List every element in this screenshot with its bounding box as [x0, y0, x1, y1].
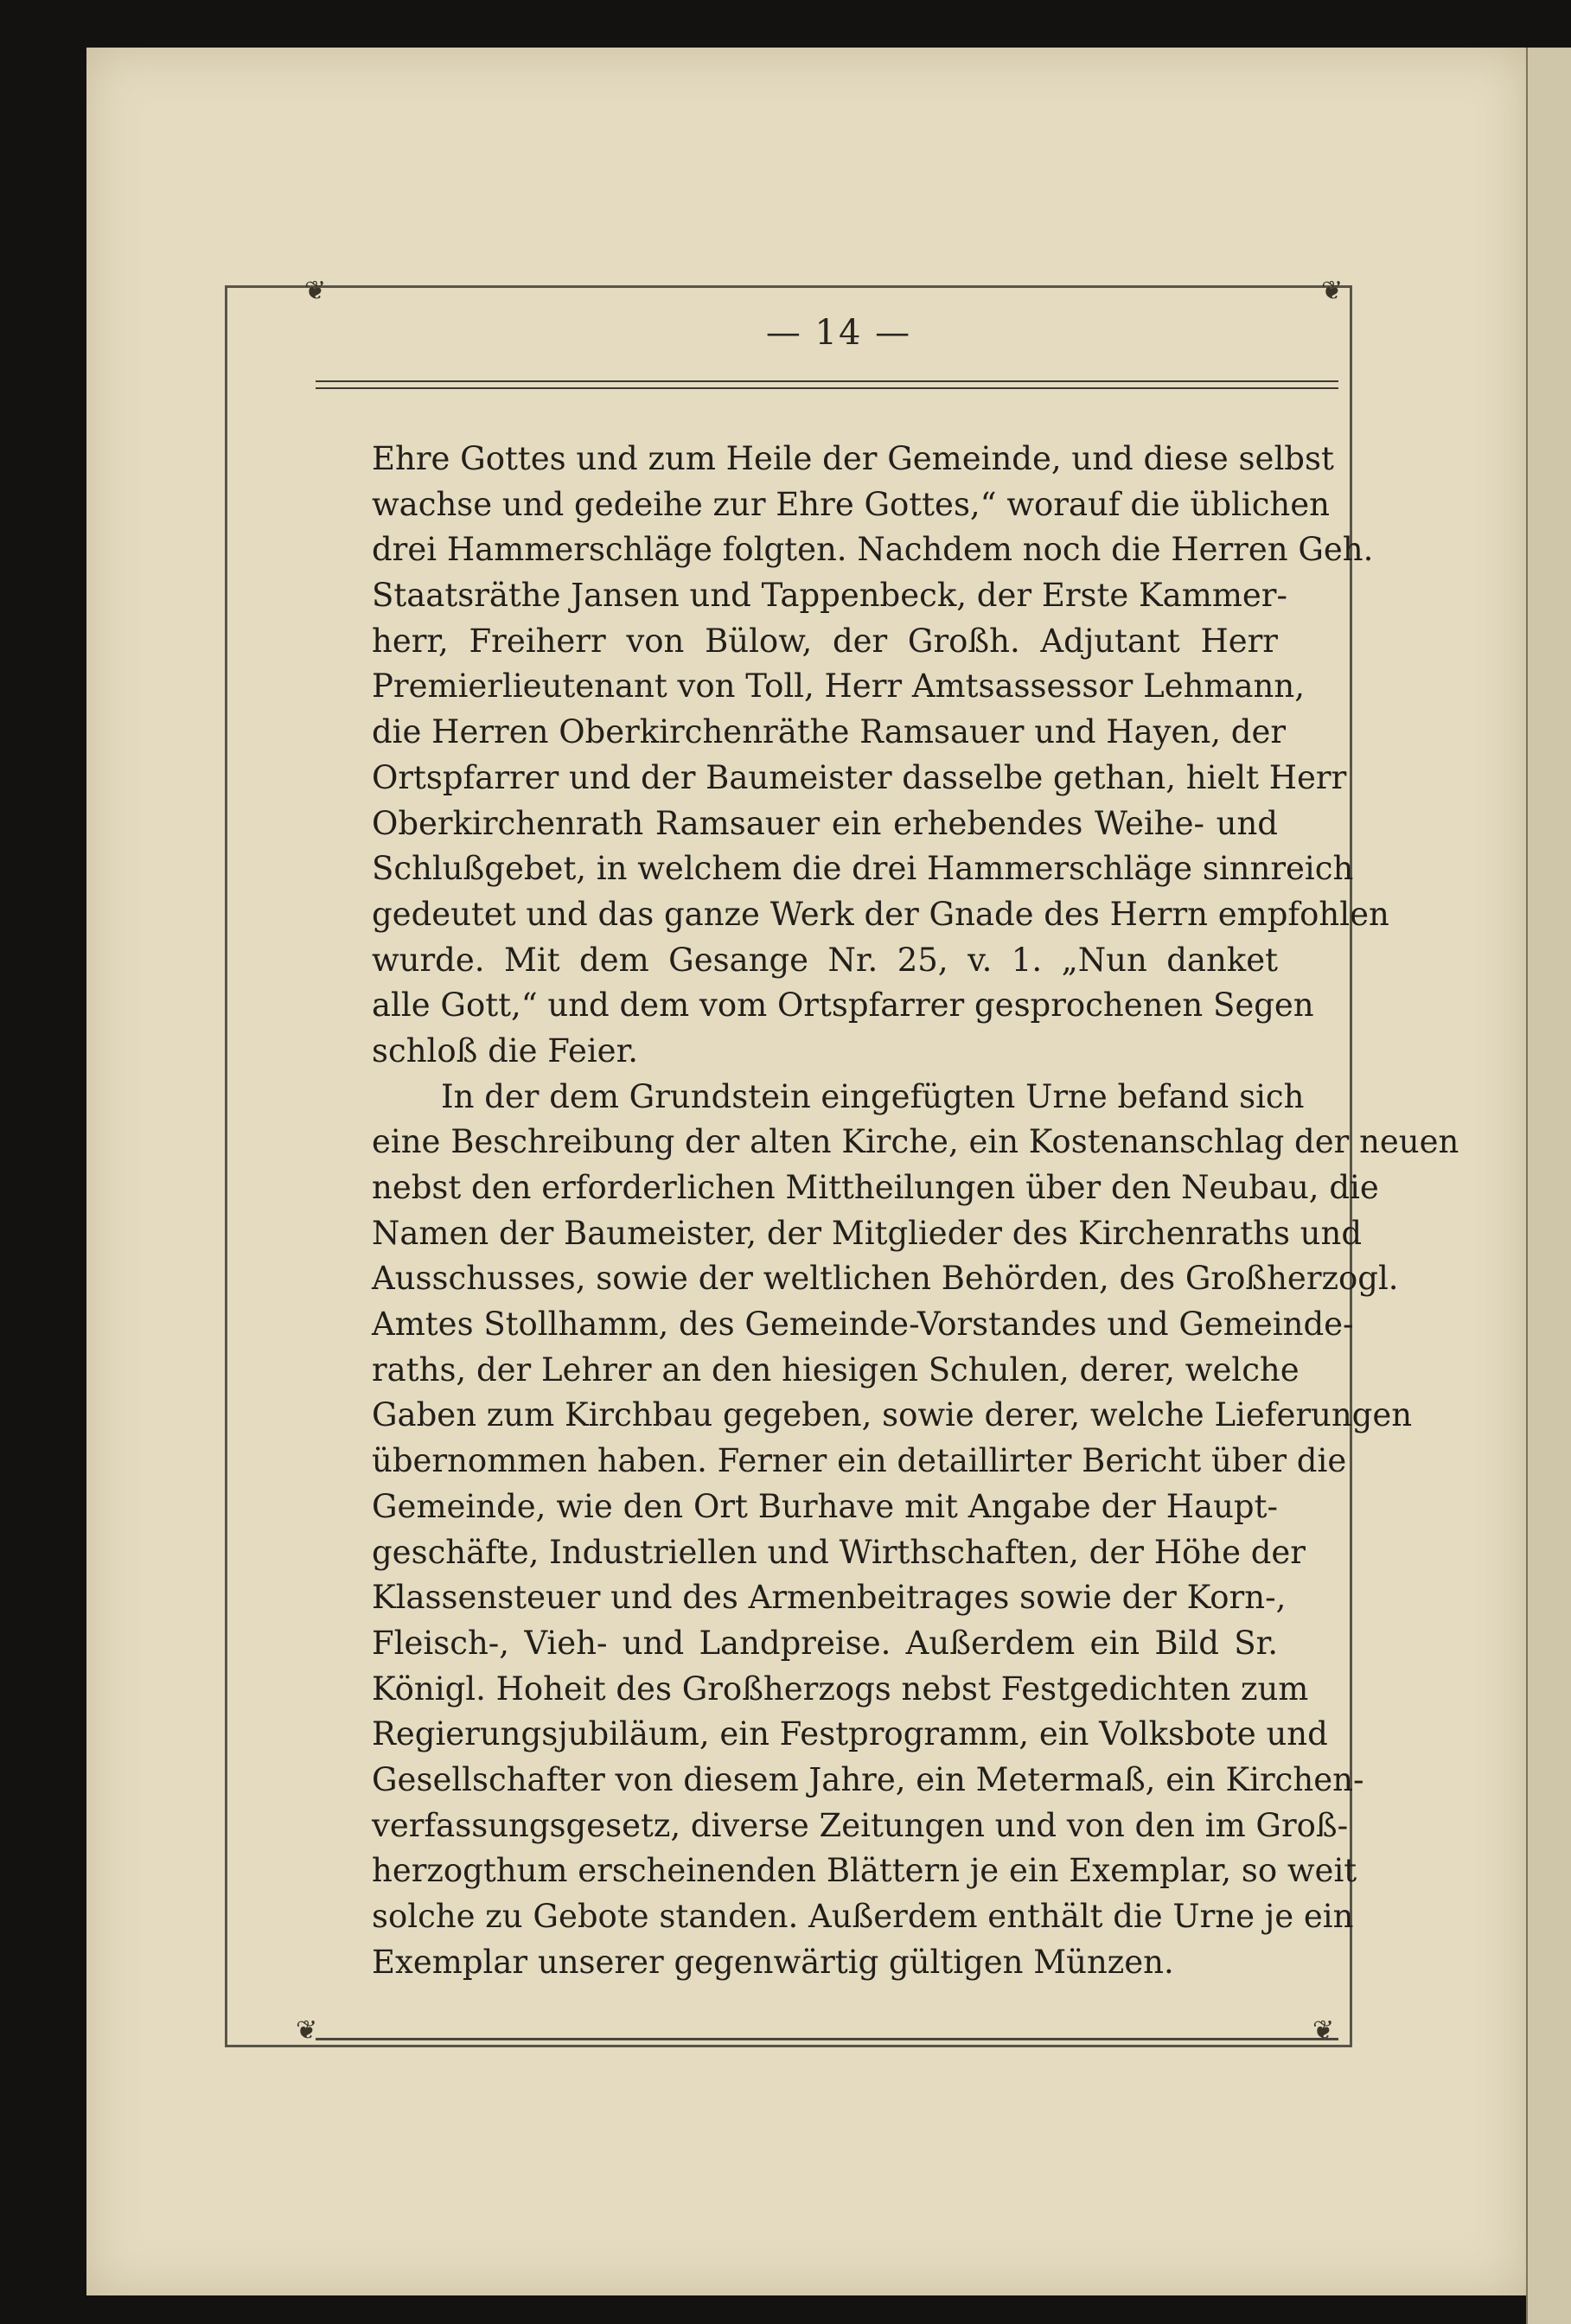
text-line: raths, der Lehrer an den hiesigen Schulen, derer, welche [372, 1350, 1300, 1389]
text-line: Premierlieutenant von Toll, Herr Amtsassessor Lehmann, [372, 667, 1305, 706]
text-line: In der dem Grundstein eingefügten Urne befand sich [441, 1077, 1305, 1115]
text-line: eine Beschreibung der alten Kirche, ein Kostenanschlag der neuen [372, 1123, 1459, 1161]
text-line: Schlußgebet, in welchem die drei Hammerschläge sinnreich [372, 850, 1354, 888]
text-line: übernommen haben. Ferner ein detaillirter Bericht über die [372, 1442, 1347, 1480]
text-line: Ortspfarrer und der Baumeister dasselbe gethan, hielt Herr [372, 758, 1347, 796]
corner-ornament-top-left-icon: ❦ [304, 276, 327, 306]
text-line: Regierungsjubiläum, ein Festprogramm, ein Volksbote und [372, 1715, 1328, 1753]
text-line: herr, Freiherr von Bülow, der Großh. Adjutant Herr [372, 622, 1278, 660]
text-line: nebst den erforderlichen Mittheilungen über den Neubau, die [372, 1169, 1379, 1206]
text-line: Amtes Stollhamm, des Gemeinde-Vorstandes und Gemeinde- [372, 1306, 1354, 1344]
text-line: gedeutet und das ganze Werk der Gnade des Herrn empfohlen [372, 895, 1389, 933]
text-line: Ausschusses, sowie der weltlichen Behörden, des Großherzogl. [372, 1260, 1399, 1298]
corner-ornament-top-right-icon: ❦ [1321, 276, 1344, 306]
text-line: Gemeinde, wie den Ort Burhave mit Angabe der Haupt- [372, 1487, 1278, 1525]
text-line: drei Hammerschläge folgten. Nachdem noch die Herren Geh. [372, 531, 1374, 569]
corner-ornament-bottom-right-icon: ❦ [1312, 2015, 1335, 2046]
text-line: solche zu Gebote standen. Außerdem enthält die Urne je ein [372, 1898, 1354, 1935]
text-line: alle Gott,“ und dem vom Ortspfarrer gesprochenen Segen [372, 986, 1314, 1025]
text-line: Staatsräthe Jansen und Tappenbeck, der Erste Kammer- [372, 577, 1287, 615]
text-line: wurde. Mit dem Gesange Nr. 25, v. 1. „Nun danket [372, 941, 1278, 979]
text-line: Gaben zum Kirchbau gegeben, sowie derer, welche Lieferungen [372, 1396, 1413, 1434]
text-line: Klassensteuer und des Armenbeitrages sowie der Korn-, [372, 1579, 1287, 1617]
body-text [372, 437, 1459, 1985]
text-line: Königl. Hoheit des Großherzogs nebst Festgedichten zum [372, 1670, 1309, 1708]
text-line: die Herren Oberkirchenräthe Ramsauer und Hayen, der [372, 713, 1287, 751]
text-line: Exemplar unserer gegenwärtig gültigen Münzen. [372, 1943, 1174, 1981]
footer-rule [316, 2038, 1338, 2040]
text-line: schloß die Feier. [372, 1031, 638, 1069]
text-line: Namen der Baumeister, der Mitglieder des Kirchenraths und [372, 1214, 1363, 1252]
text-line: Ehre Gottes und zum Heile der Gemeinde, und diese selbst [372, 440, 1334, 477]
facing-page-edge [1526, 48, 1571, 2324]
header-rule [316, 380, 1338, 382]
text-line: Fleisch-, Vieh- und Landpreise. Außerdem ein Bild Sr. [372, 1624, 1278, 1662]
text-line: wachse und gedeihe zur Ehre Gottes,“ worauf die üblichen [372, 485, 1330, 523]
text-line: verfassungsgesetz, diverse Zeitungen und von den im Groß- [372, 1806, 1349, 1844]
text-line: Gesellschafter von diesem Jahre, ein Metermaß, ein Kirchen- [372, 1760, 1364, 1798]
header-rule-double [316, 387, 1338, 389]
text-line: herzogthum erscheinenden Blättern je ein Exemplar, so weit [372, 1852, 1357, 1890]
corner-ornament-bottom-left-icon: ❦ [296, 2015, 318, 2046]
text-line: Oberkirchenrath Ramsauer ein erhebendes Weihe- und [372, 804, 1278, 842]
text-line: geschäfte, Industriellen und Wirthschaften, der Höhe der [372, 1533, 1306, 1571]
page-number: — 14 — [765, 313, 912, 353]
